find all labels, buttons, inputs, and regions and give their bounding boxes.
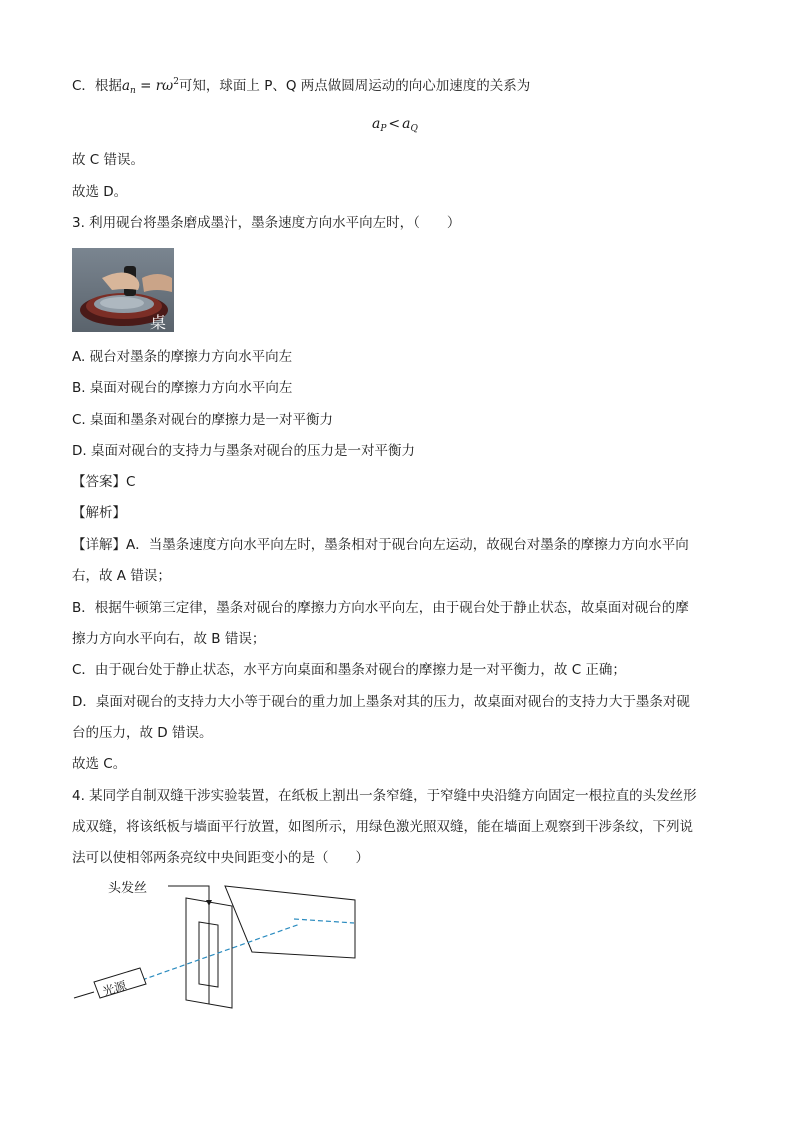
inkstone-photo xyxy=(72,248,174,332)
option-d: D. 桌面对砚台的支持力与墨条对砚台的压力是一对平衡力 xyxy=(72,443,415,459)
detail-d-line-1: D．桌面对砚台的支持力大小等于砚台的重力加上墨条对其的压力，故桌面对砚台的支持力大于墨条对砚 xyxy=(72,694,690,710)
hair-label: 头发丝 xyxy=(108,881,148,896)
question-4-line-1: 4. 某同学自制双缝干涉实验装置，在纸板上割出一条窄缝，于窄缝中央沿缝方向固定一根拉直的头发丝形 xyxy=(72,788,697,804)
option-b: B. 桌面对砚台的摩擦力方向水平向左 xyxy=(72,380,293,396)
detail-a-line-1: 【详解】A．当墨条速度方向水平向左时，墨条相对于砚台向左运动，故砚台对墨条的摩擦力方向水平向 xyxy=(72,537,689,553)
detail-d-line-2: 台的压力，故 D 错误。 xyxy=(72,725,213,741)
choose-c-line: 故选 C。 xyxy=(72,756,127,772)
analysis-label: 【解析】 xyxy=(72,505,126,521)
answer-label: 【答案】C xyxy=(72,474,136,490)
photo-label: 桌 xyxy=(150,313,167,332)
question-3-stem: 3. 利用砚台将墨条磨成墨汁，墨条速度方向水平向左时，（ ） xyxy=(72,215,461,231)
choose-d-line: 故选 D。 xyxy=(72,184,128,200)
option-c-explanation xyxy=(72,72,530,101)
source-cable xyxy=(74,992,94,998)
diagram-svg xyxy=(72,870,372,1010)
detail-c-line: C．由于砚台处于静止状态，水平方向桌面和墨条对砚台的摩擦力是一对平衡力，故 C 正确； xyxy=(72,662,626,678)
detail-b-line-2: 擦力方向水平向右，故 B 错误； xyxy=(72,631,266,647)
source-label: 光源 xyxy=(101,978,129,999)
formula-a: $a_n = r\omega^2$ xyxy=(121,77,179,96)
question-4-line-2: 成双缝，将该纸板与墙面平行放置，如图所示，用绿色激光照双缝，能在墙面上观察到干涉条纹，下列说 xyxy=(72,819,693,835)
option-c: C. 桌面和墨条对砚台的摩擦力是一对平衡力 xyxy=(72,412,334,428)
relation-formula: $a_P < a_Q$ xyxy=(372,116,418,134)
double-slit-diagram xyxy=(72,870,372,1014)
text-prefix: C．根据 xyxy=(72,78,122,94)
question-4-line-3: 法可以使相邻两条亮纹中央间距变小的是（ ） xyxy=(72,850,369,866)
detail-b-line-1: B．根据牛顿第三定律，墨条对砚台的摩擦力方向水平向左，由于砚台处于静止状态，故桌面对砚台的摩 xyxy=(72,600,689,616)
detail-a-line-2: 右，故 A 错误； xyxy=(72,568,171,584)
text-suffix: 可知，球面上 P、Q 两点做圆周运动的向心加速度的关系为 xyxy=(178,78,531,94)
c-wrong-line: 故 C 错误。 xyxy=(72,152,145,168)
option-a: A. 砚台对墨条的摩擦力方向水平向左 xyxy=(72,349,293,365)
